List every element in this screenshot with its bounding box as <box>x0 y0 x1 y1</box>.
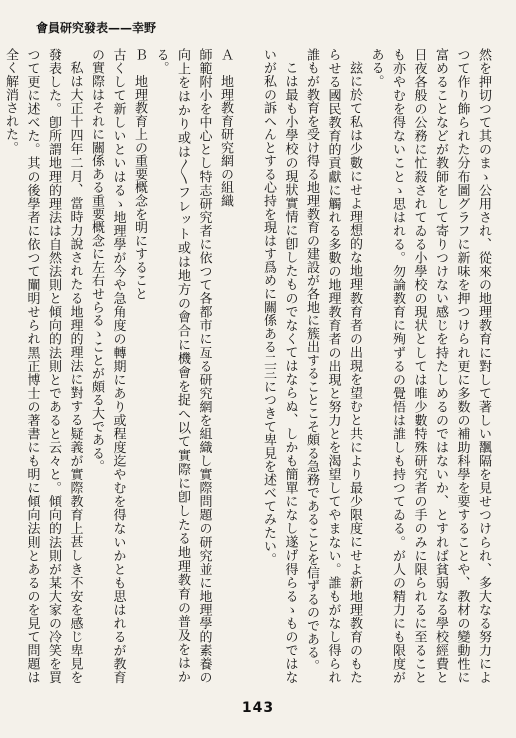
paragraph: 私は大正十四年二月、當時力說されたる地理的理法に對する疑義が實際教育上甚しき不安を感じ卑見を發表した。卽所謂地理的理法は自然法則と傾向的法則とであると云々と。傾向的法則が某大家の冷笑を買つて更に述べた。其の後學者に依つて闡明せられ黑正博士の著書にも明に傾向法則とあるのを見て問題は全く解消された。 <box>3 48 83 684</box>
section-heading-a: Ａ 地理教育研究網の組織 <box>218 48 233 208</box>
author-name: 幸野 <box>132 21 157 35</box>
running-title: 會員研究發表 <box>36 21 109 35</box>
section-heading-b: Ｂ 地理教育上の重要概念を明にすること <box>132 48 147 301</box>
paragraph: 然を押切つて其のまゝ公用され、從來の地理教育に對して著しい飁隔を見せつけられ、多大なる努力によつて作り飾られた分布圖グラフに新味を押つけられ更に多数の補助科學を要することや、教材の變動性に富めることなどが教師をして寄りつけない感じを持たしめるのではないか、とすれば貧弱なる學校經費と日夜各般の公務に忙殺されてゐる小學校の現状としては唯少數特殊研究者の手のみに限られるに至ることも亦やむを得ないことゝ思はれる。勿論教育に殉ずるの覺悟は誰しも持つてゐる。が人の精力にも限度がある。 <box>368 48 491 684</box>
page-number: 143 <box>241 700 275 716</box>
paragraph: こは最も小學校の現狀實情に卽したものでなくてはならぬ、しかも簡單になし遂げ得らるゝものではないが私の訴へんとする心持を現はす爲めに關係ある二三につきて卑見を述べてみたい。 <box>261 48 298 684</box>
vertical-text-body <box>3 48 494 684</box>
running-header <box>36 16 156 40</box>
header-dash: —— <box>108 21 133 35</box>
paragraph: 師範附小を中心とし特志研究者に依つて各都市に亙る研究網を組織し實際問題の研究並に地理學的素養の向上をはかり或は〳〵フレット或は地方の會合に機會を捉へ以て實際に卽したる地理教育の普及をはかる。 <box>153 48 212 684</box>
paragraph: 古くして新しいといはるゝ地理學が今や急角度の轉期にあり或程度迄やむを得ないかとも思はれるが教育の實際はそれに關係ある重要概念に左右せらるゝことが頗る大である。 <box>89 48 126 684</box>
paragraph: 玆に於て私は少數にせよ理想的な地理教育者の出現を望むと共により最少限度にせよ新地理教育のもたらせる國民教育的貢獻に觸れる多數の地理教育者の出現と努力とを渴望してやまない。誰もがなし得られ誰もが教育を受け得る地理教育の建設が各地に簇出することこそ頗る急務であることを信ずるのである。 <box>304 48 362 684</box>
section-gap <box>236 48 258 684</box>
